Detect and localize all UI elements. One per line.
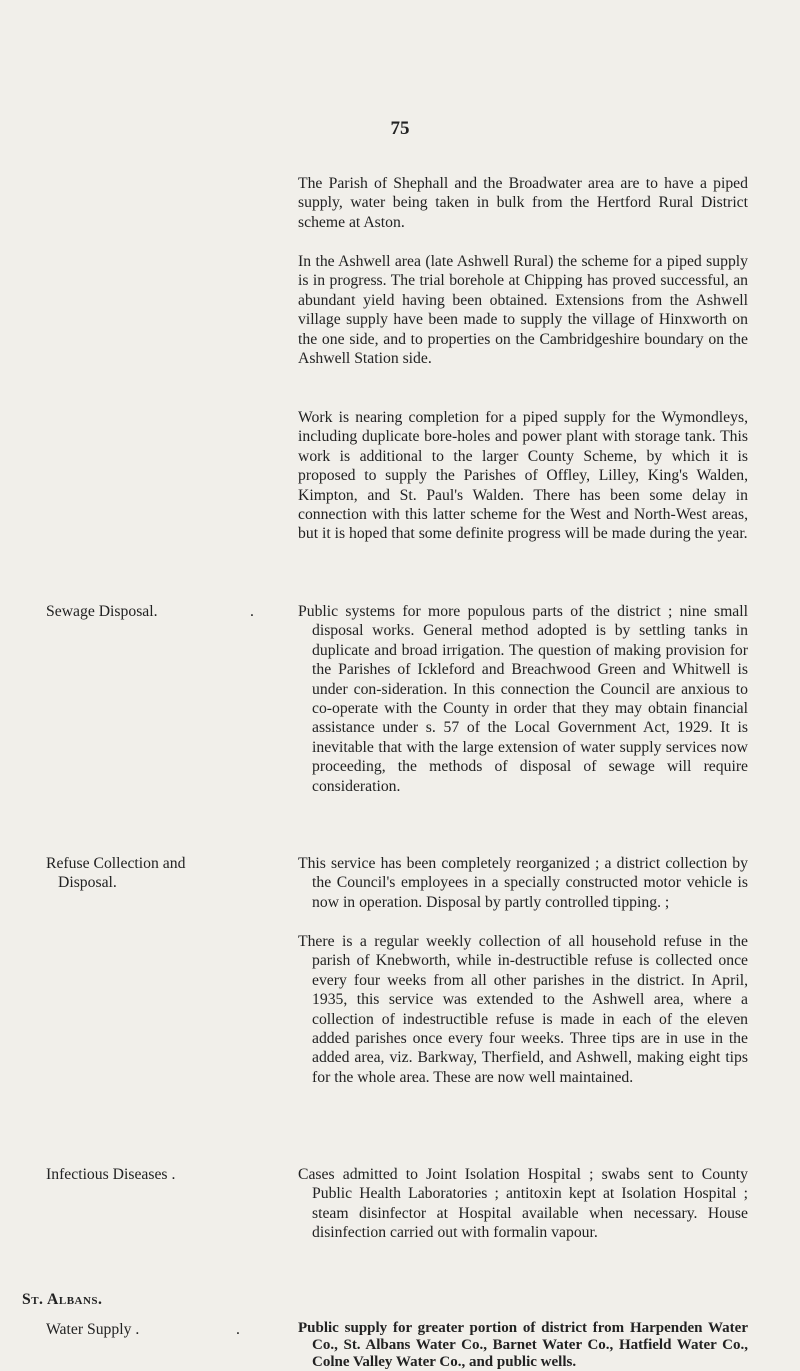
water-heading [46,1320,286,1339]
refuse-heading [46,854,286,893]
sewage-text: Public systems for more populous parts of the district ; nine small disposal works. General method adopted is by settling tanks in duplicate and broad irrigation. The question of making provision for the Parishes of Ickleford and Breachwood Green and Whitwell is under con-sideration. In this connection the Council are anxious to co-operate with the County in order that they may obtain financial assistance under s. 57 of the Local Government Act, 1929. It is inevitable that with the large extension of water supply services now proceeding, the methods of disposal of sewage will require consideration. [298,603,748,795]
st-albans-heading: St. Albans. [22,1291,103,1308]
water-heading-leader: . [236,1321,240,1338]
sewage-heading [46,602,286,621]
refuse-text-2: There is a regular weekly collection of all household refuse in the parish of Knebworth, while in-destructible refuse is collected once every four weeks from all other parishes in the district. In April, 1935, this service was extended to the Ashwell area, where a collection of indestructible refuse is made in each of the eleven added parishes once every four weeks. Three tips are in use in the added area, viz. Barkway, Therfield, and Ashwell, making eight tips for the whole area. These are now well maintained. [298,933,748,1086]
water-heading-label: Water Supply . [46,1321,140,1338]
refuse-text-1: This service has been completely reorganized ; a district collection by the Council's employees in a specially constructed motor vehicle is now in operation. Disposal by partly controlled tipping. ; [298,855,748,911]
paragraph-shephall: The Parish of Shephall and the Broadwater area are to have a piped supply, water being taken in bulk from the Hertford Rural District scheme at Aston. [298,175,748,231]
sewage-heading-leader: . [250,603,254,620]
refuse-heading-line2: Disposal. [58,874,117,892]
infectious-text: Cases admitted to Joint Isolation Hospital ; swabs sent to County Public Health Laboratories ; antitoxin kept at Isolation Hospital ; steam disinfector at Hospital available when necessary. House disinfection carried out with formalin vapour. [298,1166,748,1242]
paragraph-ashwell: In the Ashwell area (late Ashwell Rural) the scheme for a piped supply is in progress. The trial borehole at Chipping has proved successful, an abundant yield having been obtained. Extensions from the Ashwell village supply have been made to supply the village of Hinxworth on the one side, and to properties on the Cambridgeshire boundary on the Ashwell Station side. [298,253,748,368]
infectious-heading: Infectious Diseases . [46,1166,176,1183]
page-number: 75 [390,118,410,139]
paragraph-wymondleys: Work is nearing completion for a piped supply for the Wymondleys, including duplicate bore-holes and power plant with storage tank. This work is additional to the larger County Scheme, by which it is proposed to supply the Parishes of Offley, Lilley, King's Walden, Kimpton, and St. Paul's Walden. There has been some delay in connection with this latter scheme for the West and North-West areas, but it is hoped that some definite progress will be made during the year. [298,409,748,543]
sewage-heading-label: Sewage Disposal. [46,603,158,620]
water-text: Public supply for greater portion of district from Harpenden Water Co., St. Albans Water Co., Barnet Water Co., Hatfield Water Co., Colne Valley Water Co., and public wells. [298,1320,748,1370]
refuse-heading-line1: Refuse Collection and [46,855,186,872]
